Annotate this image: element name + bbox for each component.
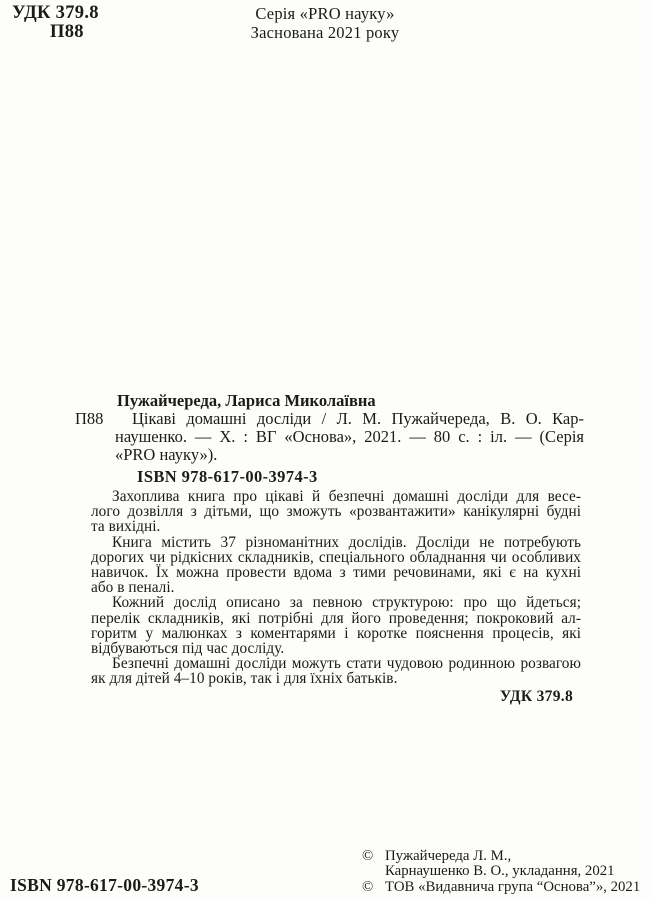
- text-line: наушенко. — Х. : ВГ «Основа», 2021. — 80 с. : іл. — (Серія: [115, 427, 584, 446]
- copyright-text: Карнаушенко В. О., укладання, 2021: [385, 863, 615, 880]
- text-line: Безпечні домашні досліди можуть стати чудовою родинною розвагою: [112, 655, 581, 673]
- paragraph: [91, 535, 581, 596]
- text-line: Цікаві домашні досліди / Л. М. Пужайчереда, В. О. Кар-: [132, 409, 584, 428]
- series-block: [0, 4, 650, 42]
- copyright-symbol-spacer: [362, 864, 385, 879]
- text-line: як для дітей 4–10 років, так і для їхніх батьків.: [91, 670, 398, 688]
- text-line: горитм у малюнках з коментарями і коротке пояснення процесів, які: [91, 624, 581, 642]
- text-line: перелік складників, які потрібні для його проведення; покроковий ал-: [91, 609, 581, 627]
- text-line: Кожний дослід описано за певною структурою: про що йдеться;: [112, 594, 581, 612]
- text-line: та вихідні.: [91, 518, 161, 536]
- copyright-line: [362, 880, 648, 895]
- udk-number-bottom: УДК 379.8: [499, 688, 573, 705]
- text-line: лого дозвілля з дітьми, що зможуть «розвантажити» канікулярні будні: [91, 503, 581, 521]
- catalog-entry-text: [115, 410, 584, 464]
- catalog-card: [75, 392, 584, 486]
- text-line: відбуваються під час досліду.: [91, 640, 285, 658]
- text-line: Захоплива книга про цікаві й безпечні домашні досліди для весе-: [112, 488, 581, 505]
- copyright-line: [362, 849, 648, 864]
- copyright-block: [362, 849, 648, 895]
- author-sign-entry: П88: [75, 409, 104, 428]
- catalog-entry: [75, 410, 584, 464]
- annotation-text: [91, 489, 581, 687]
- author-heading: Пужайчереда, Лариса Миколаївна: [117, 391, 376, 410]
- copyright-text: ТОВ «Видавнича група “Основа”», 2021: [385, 878, 641, 895]
- author-sign-top: П88: [50, 22, 84, 42]
- paragraph: [91, 656, 581, 686]
- text-line: «PRO науку»).: [115, 445, 218, 464]
- series-title: Серія «PRO науку»: [255, 4, 395, 23]
- text-line: або в пеналі.: [91, 579, 175, 597]
- isbn-footer: ISBN 978-617-00-3974-3: [10, 875, 199, 895]
- udk-number-top: УДК 379.8: [12, 3, 99, 23]
- copyright-line: [362, 864, 648, 879]
- text-line: навичок. Їх можна провести вдома з тими речовинами, які є на кухні: [91, 564, 581, 582]
- text-line: Книга містить 37 різноманітних дослідів. Досліди не потребують: [112, 533, 581, 551]
- copyright-text: Пужайчереда Л. М.,: [385, 848, 512, 864]
- text-line: дорогих чи рідкісних складників, спеціального обладнання чи особливих: [91, 548, 581, 566]
- paragraph: [91, 489, 581, 535]
- paragraph: [91, 595, 581, 656]
- copyright-symbol: ©: [362, 878, 374, 895]
- isbn-catalog: ISBN 978-617-00-3974-3: [137, 467, 318, 486]
- copyright-symbol: ©: [362, 848, 374, 864]
- series-founded: Заснована 2021 року: [250, 23, 400, 42]
